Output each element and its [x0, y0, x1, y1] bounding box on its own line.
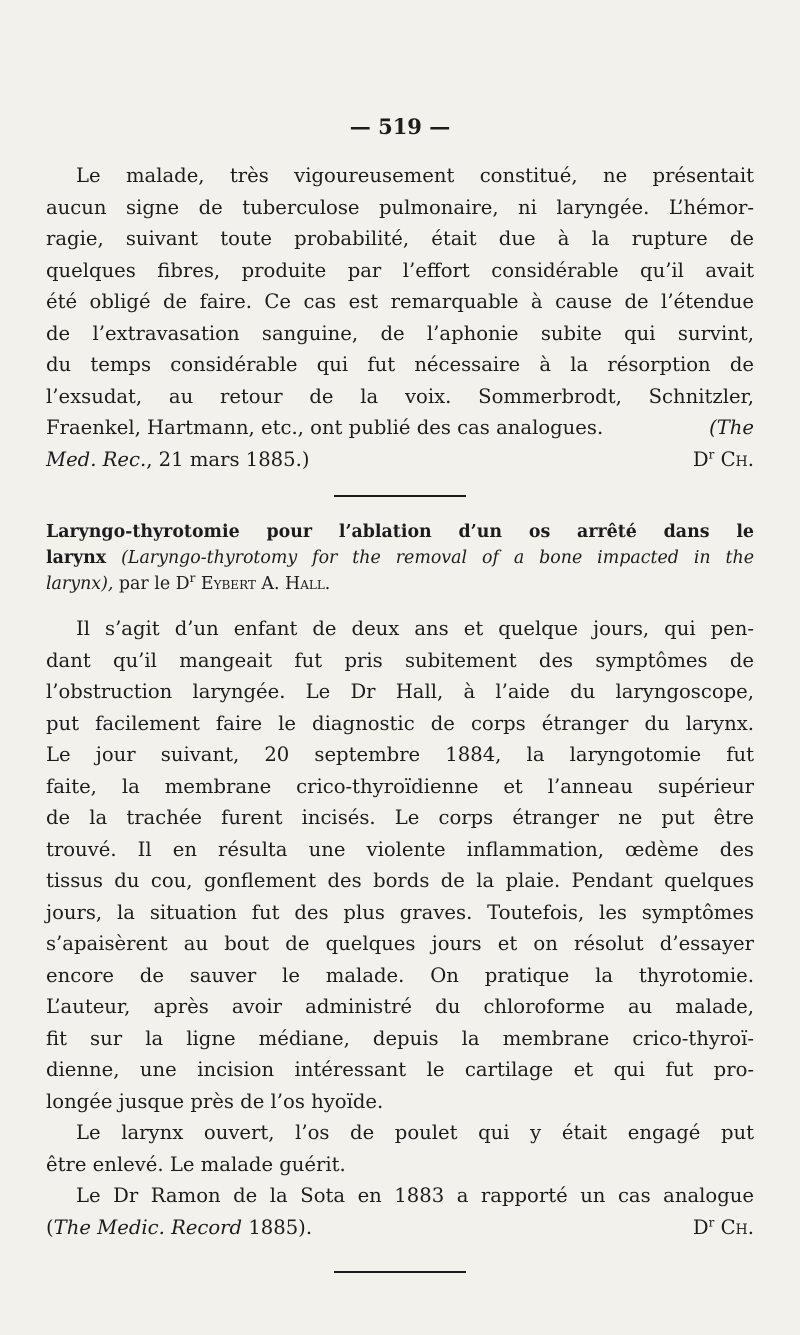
text-line: longée jusque près de l’os hyoïde. — [46, 1089, 384, 1113]
paragraph-4 — [46, 1180, 754, 1243]
signature-title-sup: r — [708, 446, 715, 461]
text-line: Il s’agit d’un enfant de deux ans et quelque jours, qui pen- — [76, 617, 754, 640]
signature-title-sup: r — [708, 1214, 715, 1229]
signature-name: Ch. — [720, 1215, 754, 1239]
text-line: trouvé. Il en résulta une violente inflammation, œdème des — [46, 837, 754, 861]
text-line: été obligé de faire. Ce cas est remarquable à cause de l’étendue — [46, 290, 754, 313]
paragraph-1 — [46, 160, 754, 475]
citation-line — [46, 1212, 312, 1244]
text-line: dant qu’il mangeait fut pris subitement des symptômes de — [46, 648, 754, 672]
text-line — [46, 444, 754, 476]
signature — [693, 444, 754, 476]
article-title — [46, 519, 754, 597]
text-line: fit sur la ligne médiane, depuis la membrane crico-thyroï- — [46, 1026, 754, 1050]
citation-date: , 21 mars 1885.) — [146, 447, 310, 471]
text-line: s’apaisèrent au bout de quelques jours et on résolut d’essayer — [46, 932, 754, 955]
citation-paren: ( — [46, 1215, 54, 1239]
text-line: de l’extravasation sanguine, de l’aphonie subite qui survint, — [46, 321, 754, 345]
text-line: ragie, suivant toute probabilité, était due à la rupture de — [46, 227, 754, 250]
signature-title: D — [692, 447, 709, 471]
title-italic: larynx), — [46, 574, 114, 594]
text-line: être enlevé. Le malade guérit. — [46, 1152, 346, 1176]
section-divider — [334, 495, 466, 497]
text-line: Le malade, très vigoureusement constitué, ne présentait — [76, 164, 754, 187]
document-page — [46, 112, 754, 1273]
text-line — [46, 1212, 754, 1244]
text-line: Le larynx ouvert, l’os de poulet qui y était engagé put — [76, 1121, 754, 1144]
text-line: l’obstruction laryngée. Le Dr Hall, à l’aide du laryngoscope, — [46, 680, 754, 703]
text-line: de la trachée furent incisés. Le corps étranger ne put être — [46, 806, 754, 829]
citation-journal: Med. Rec. — [46, 447, 147, 471]
title-bold: larynx — [46, 548, 107, 568]
byline: par le D — [113, 574, 190, 594]
text-line: quelques fibres, produite par l’effort considérable qu’il avait — [46, 258, 754, 282]
signature-title: D — [692, 1215, 709, 1239]
citation-date: 1885). — [242, 1215, 313, 1239]
text-fragment: Fraenkel, Hartmann, etc., ont publié des cas analogues. — [46, 416, 604, 439]
text-line: Le Dr Ramon de la Sota en 1883 a rapporté un cas analogue — [76, 1184, 754, 1207]
byline-sup: r — [189, 571, 196, 586]
text-line: du temps considérable qui fut nécessaire à la résorption de — [46, 353, 754, 376]
paragraph-2 — [46, 613, 754, 1117]
citation-journal: The Medic. Record — [53, 1215, 243, 1239]
citation-line — [46, 444, 309, 476]
text-line: l’exsudat, au retour de la voix. Sommerbrodt, Schnitzler, — [46, 384, 754, 408]
text-line: encore de sauver le malade. On pratique la thyrotomie. — [46, 963, 754, 987]
author-name: Eybert A. Hall. — [195, 574, 331, 594]
text-line: faite, la membrane crico-thyroïdienne et l’anneau supérieur — [46, 774, 754, 798]
signature — [693, 1212, 754, 1244]
title-line — [46, 545, 754, 571]
page-number: — 519 — — [349, 114, 451, 139]
text-line: dienne, une incision intéressant le cartilage et qui fut pro- — [46, 1058, 754, 1081]
title-line — [46, 571, 754, 597]
text-line — [46, 412, 754, 444]
text-line: jours, la situation fut des plus graves. Toutefois, les symptômes — [46, 900, 754, 924]
section-divider — [334, 1271, 466, 1273]
paragraph-3 — [46, 1117, 754, 1180]
text-line: L’auteur, après avoir administré du chloroforme au malade, — [46, 995, 754, 1018]
text-line: Le jour suivant, 20 septembre 1884, la laryngotomie fut — [46, 743, 754, 766]
citation-open: (The — [709, 416, 754, 439]
text-line: put facilement faire le diagnostic de corps étranger du larynx. — [46, 711, 754, 735]
text-line: tissus du cou, gonflement des bords de la plaie. Pendant quelques — [46, 869, 754, 892]
title-line: Laryngo-thyrotomie pour l’ablation d’un os arrêté dans le — [46, 522, 754, 542]
title-italic: (Laryngo-thyrotomy for the removal of a bone impacted in the — [121, 548, 755, 568]
signature-name: Ch. — [720, 447, 754, 471]
text-line: aucun signe de tuberculose pulmonaire, ni laryngée. L’hémor- — [46, 195, 754, 219]
